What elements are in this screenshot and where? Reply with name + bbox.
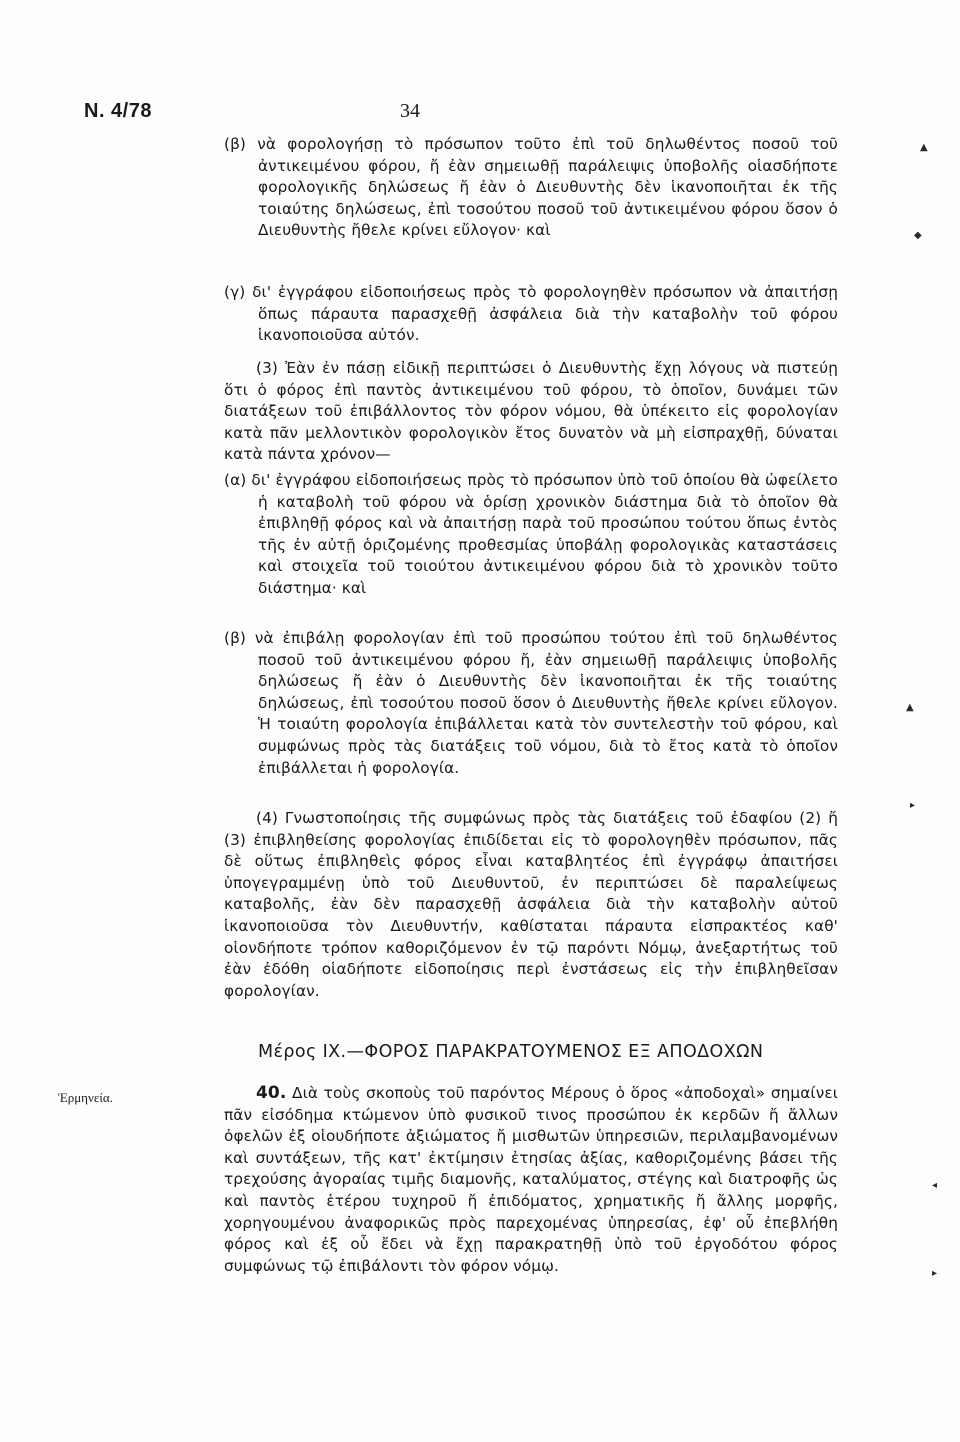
section-40 (224, 1083, 838, 1277)
section-40-text: Διὰ τοὺς σκοποὺς τοῦ παρόντος Μέρους ὁ ὅρος «ἀποδοχαὶ» σημαίνει πᾶν εἰσόδημα κτώμενον ὑπὸ φυσικοῦ τινος προσώπου ἐκ κερδῶν ἤ ἄλλων ὀφελῶν ἐξ οἱουδήποτε ἀξιώματος ἤ μισθωτῶν ὑπηρεσιῶν, περιλαμβανομένων καὶ συντάξεων, τῆς κατ' ἐκτίμησιν ἐτησίας ἀξίας, καθοριζομένης βάσει τῆς τρεχούσης ἀγοραίας τιμῆς διαμονῆς, καταλύματος, στέγης καὶ διατροφῆς ὡς καὶ παντὸς ἑτέρου τυχηροῦ ἤ ἐπιδόματος, χρηματικῆς ἤ ἄλλης μορφῆς, χορηγουμένου ἀναφορικῶς πρὸς παρεχομένας ὑπηρεσίας, ἐφ' οὗ ἐπεβλήθη φόρος καὶ ἐξ οὗ ἔδει νὰ ἔχῃ παρακρατηθῇ ὑπὸ τοῦ ἐργοδότου φόρος συμφώνως τῷ ἐπιβάλοντι τὸν φόρον νόμῳ. (224, 1084, 838, 1275)
scan-speck: ▸ (910, 800, 916, 811)
scan-speck: ▸ (932, 1268, 938, 1279)
subparagraph-c-2: (γ) δι' ἐγγράφου εἰδοποιήσεως πρὸς τὸ φορολογηθὲν πρόσωπον νὰ ἀπαιτήσῃ ὅπως πάραυτα παρασχεθῇ ἀσφάλεια διὰ τὴν καταβολὴν τοῦ φόρου ἱκανοποιοῦσα αὐτόν. (224, 283, 838, 345)
scan-speck: ◂ (932, 1180, 938, 1191)
paragraph-4: (4) Γνωστοποίησις τῆς συμφώνως πρὸς τὰς διατάξεις τοῦ ἐδαφίου (2) ἤ (3) ἐπιβληθείσης φορολογίας ἐπιδίδεται εἰς τὸ φορολογηθὲν πρόσωπον, πᾶς δὲ οὕτως ἐπιβληθεὶς φόρος εἶναι καταβλητέος ἐπὶ ἐγγράφῳ ἀπαιτήσει ὑπογεγραμμένῃ ὑπὸ τοῦ Διευθυντοῦ, ἐν περιπτώσει δὲ παραλείψεως καταβολῆς, ἐὰν δὲν παρασχεθῇ ἀσφάλεια διὰ τὴν καταβολὴν αὐτοῦ ἱκανοποιοῦσα τὸν Διευθυντήν, καθίσταται πάραυτα εἰσπρακτέος καθ' οἱονδήποτε τρόπον καθοριζόμενον ἐν τῷ παρόντι Νόμῳ, ἀνεξαρτήτως τοῦ ἐὰν ἐδόθη οἱαδήποτε εἰδοποίησις περὶ ἐνστάσεως εἰς τὴν ἐπιβληθεῖσαν φορολογίαν. (224, 809, 838, 1000)
subparagraph-b-2: (β) νὰ φορολογήσῃ τὸ πρόσωπον τοῦτο ἐπὶ τοῦ δηλωθέντος ποσοῦ τοῦ ἀντικειμένου φόρου, ἤ ἐὰν σημειωθῇ παράλειψις ὑποβολῆς οἱασδήποτε φορολογικῆς δηλώσεως ἤ ἐὰν ὁ Διευθυντὴς δὲν ἱκανοποιῆται ἐκ τῆς τοιαύτης δηλώσεως, ἐπὶ τοσούτου ποσοῦ τοῦ ἀντικειμένου φόρου ὅσον ὁ Διευθυντὴς ἤθελε κρίνει εὔλογον· καὶ (224, 135, 838, 240)
scan-speck: ▲ (920, 142, 928, 153)
margin-note: Ἑρμηνεία. (58, 1090, 113, 1105)
scan-speck: ◆ (914, 230, 922, 241)
law-identifier: Ν. 4/78 (84, 100, 152, 122)
page-number: 34 (400, 100, 420, 122)
paragraph-3: (3) Ἐὰν ἐν πάσῃ εἰδικῇ περιπτώσει ὁ Διευθυντὴς ἔχῃ λόγους νὰ πιστεύῃ ὅτι ὁ φόρος ἐπὶ παντὸς ἀντικειμένου τοῦ φόρου, τὸ ὁποῖον, δυνάμει τῶν διατάξεων τοῦ ἐπιβάλλοντος τὸν φόρον νόμου, θὰ ὑπέκειτο εἰς φορολογίαν κατὰ πᾶν μελλοντικὸν φορολογικὸν ἔτος δυνατὸν νὰ μὴ εἰσπραχθῇ, δύναται κατὰ πάντα χρόνον— (224, 359, 838, 464)
part-heading: Μέρος IX.—ΦΟΡΟΣ ΠΑΡΑΚΡΑΤΟΥΜΕΝΟΣ ΕΞ ΑΠΟΔΟΧΩΝ (258, 1042, 764, 1062)
subparagraph-a-3: (α) δι' ἐγγράφου εἰδοποιήσεως πρὸς τὸ πρόσωπον ὑπὸ τοῦ ὁποίου θὰ ὠφείλετο ἡ καταβολὴ τοῦ φόρου νὰ ὁρίσῃ χρονικὸν διάστημα διὰ τὸ ὁποῖον θὰ ἐπιβληθῇ φόρος καὶ νὰ ἀπαιτήσῃ παρὰ τοῦ προσώπου τούτου ὅπως ἐντὸς τῆς ἐν αὐτῇ ὁριζομένης προθεσμίας ὑποβάλῃ φορολογικὰς καταστάσεις καὶ στοιχεῖα τοῦ τοιούτου ἀντικειμένου φόρου διὰ τὸ χρονικὸν τοῦτο διάστημα· καὶ (224, 471, 838, 597)
section-number: 40. (256, 1083, 287, 1103)
subparagraph-b-3: (β) νὰ ἐπιβάλῃ φορολογίαν ἐπὶ τοῦ προσώπου τούτου ἐπὶ τοῦ δηλωθέντος ποσοῦ τοῦ ἀντικειμένου φόρου ἤ, ἐὰν σημειωθῇ παράλειψις ὑποβολῆς δηλώσεως ἤ ἐὰν ὁ Διευθυντὴς δὲν ἱκανοποιῆται ἐκ τῆς τοιαύτης δηλώσεως, ἐπὶ τοσούτου ποσοῦ ὅσον ὁ Διευθυντὴς ἤθελε κρίνει εὔλογον. Ἡ τοιαύτη φορολογία ἐπιβάλλεται κατὰ τὸν συντελεστὴν τοῦ φόρου, καὶ συμφώνως πρὸς τὰς διατάξεις τοῦ νόμου, διὰ τὸ ἔτος κατὰ τὸ ὁποῖον ἐπιβάλλεται ἡ φορολογία. (224, 629, 838, 777)
scan-speck: ▲ (906, 702, 914, 713)
